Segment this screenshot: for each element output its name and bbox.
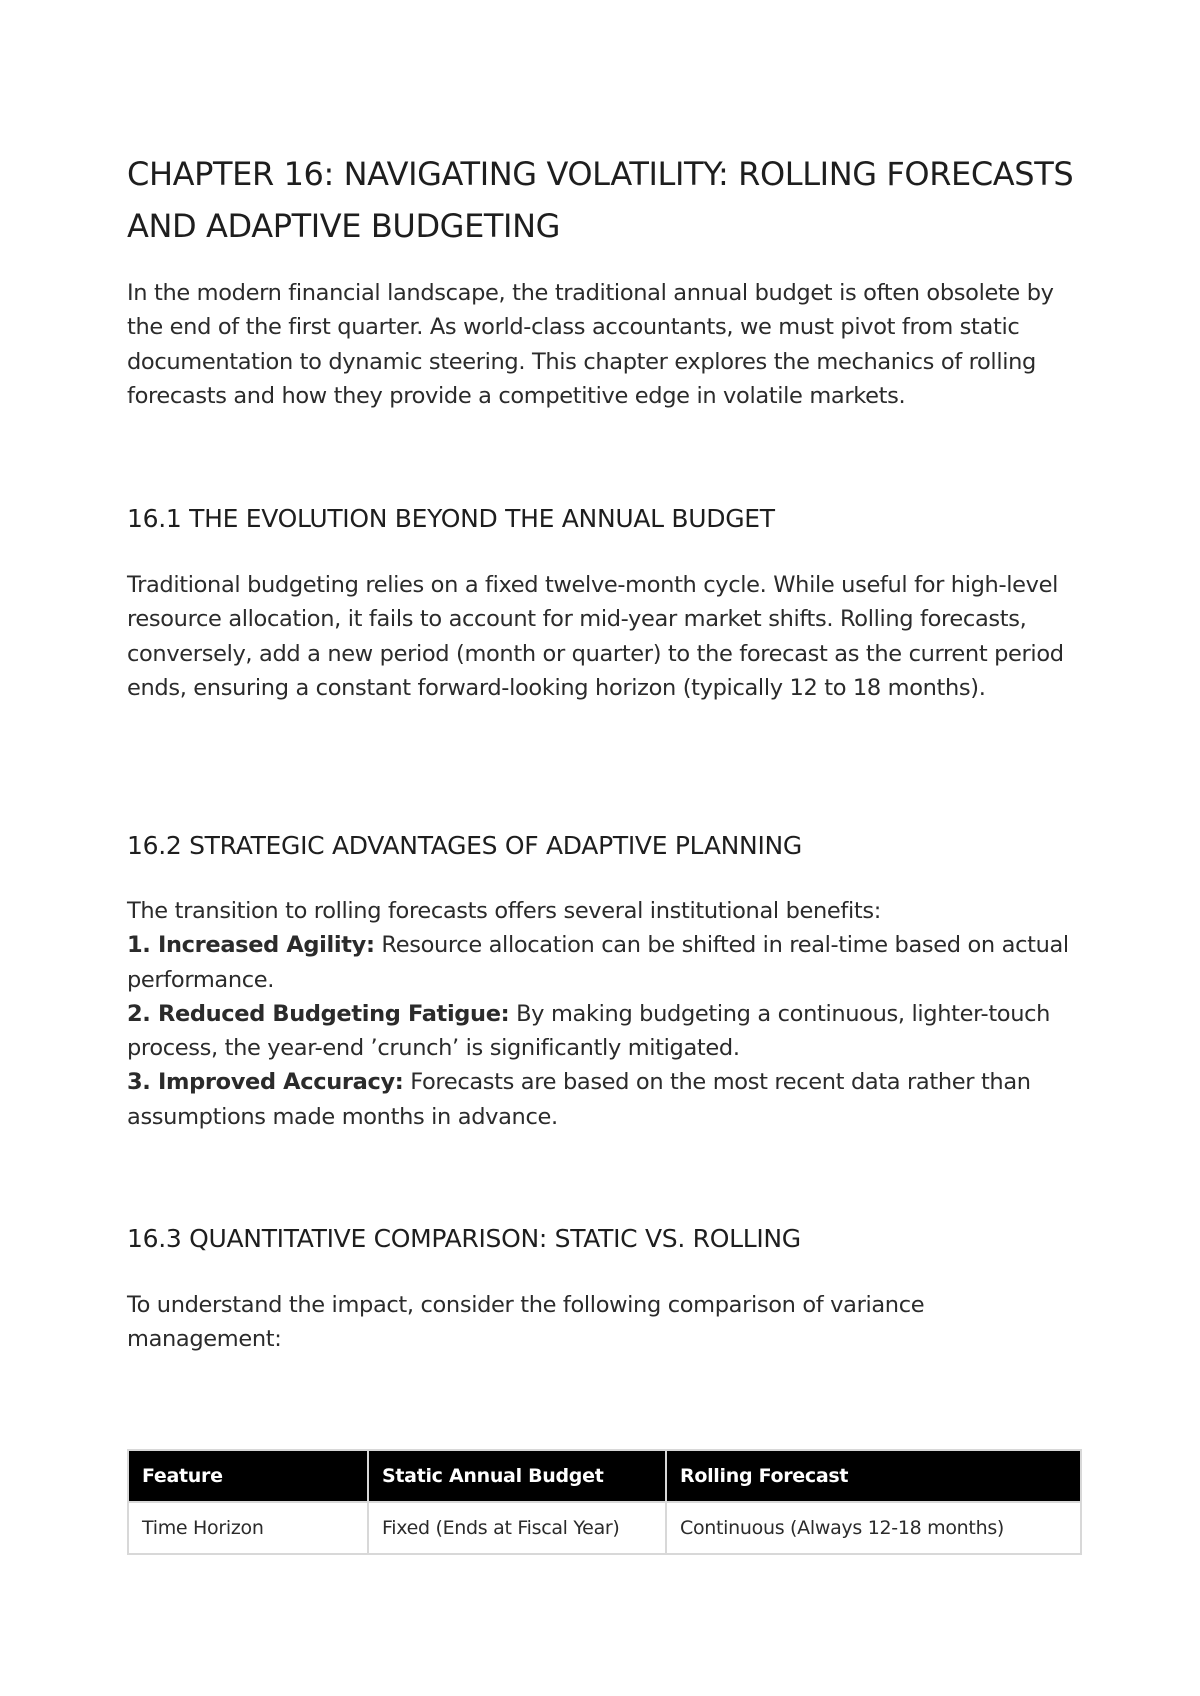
benefit-text: Resource allocation can be shifted in real-time based on actual performance. [127,932,1069,993]
table-header-rolling: Rolling Forecast [666,1450,1081,1502]
comparison-table [127,1449,1082,1555]
benefit-text: Forecasts are based on the most recent data rather than assumptions made months in advance. [127,1069,1031,1130]
table-cell: Continuous (Always 12-18 months) [666,1502,1081,1554]
section-16-1-paragraph: Traditional budgeting relies on a fixed twelve-month cycle. While useful for high-level resource allocation, it fails to account for mid-year market shifts. Rolling forecasts, conversely, add a new period (month or quarter) to the forecast as the current period ends, ensuring a constant forward-looking horizon (typically 12 to 18 months). [127,572,1064,701]
section-16-3-paragraph: To understand the impact, consider the following comparison of variance management: [127,1292,925,1353]
benefit-item-accuracy [127,1065,1082,1134]
section-heading-16-3: 16.3 QUANTITATIVE COMPARISON: STATIC VS. ROLLING [127,1224,801,1253]
table-header-static: Static Annual Budget [368,1450,666,1502]
benefit-item-fatigue [127,997,1082,1066]
table-header-feature: Feature [128,1450,368,1502]
section-heading-16-1: 16.1 THE EVOLUTION BEYOND THE ANNUAL BUDGET [127,504,775,533]
table-row [128,1502,1081,1554]
benefit-label: 1. Increased Agility: [127,932,375,959]
benefit-label: 3. Improved Accuracy: [127,1069,404,1096]
chapter-title: CHAPTER 16: NAVIGATING VOLATILITY: ROLLING FORECASTS AND ADAPTIVE BUDGETING [127,155,1074,245]
chapter-intro-paragraph: In the modern financial landscape, the traditional annual budget is often obsolete by the end of the first quarter. As world-class accountants, we must pivot from static documentation to dynamic steering. This chapter explores the mechanics of rolling forecasts and how they provide a competitive edge in volatile markets. [127,280,1054,409]
benefit-text: By making budgeting a continuous, lighter-touch process, the year-end ’crunch’ is significantly mitigated. [127,1000,1051,1062]
table-header-row [128,1450,1081,1502]
section-16-2-content [127,894,1082,1134]
benefit-label: 2. Reduced Budgeting Fatigue: [127,1000,510,1027]
section-16-2-intro: The transition to rolling forecasts offers several institutional benefits: [127,898,881,924]
table-cell: Fixed (Ends at Fiscal Year) [368,1502,666,1554]
table-cell: Time Horizon [128,1502,368,1554]
section-heading-16-2: 16.2 STRATEGIC ADVANTAGES OF ADAPTIVE PLANNING [127,831,802,860]
benefit-item-agility [127,928,1082,997]
